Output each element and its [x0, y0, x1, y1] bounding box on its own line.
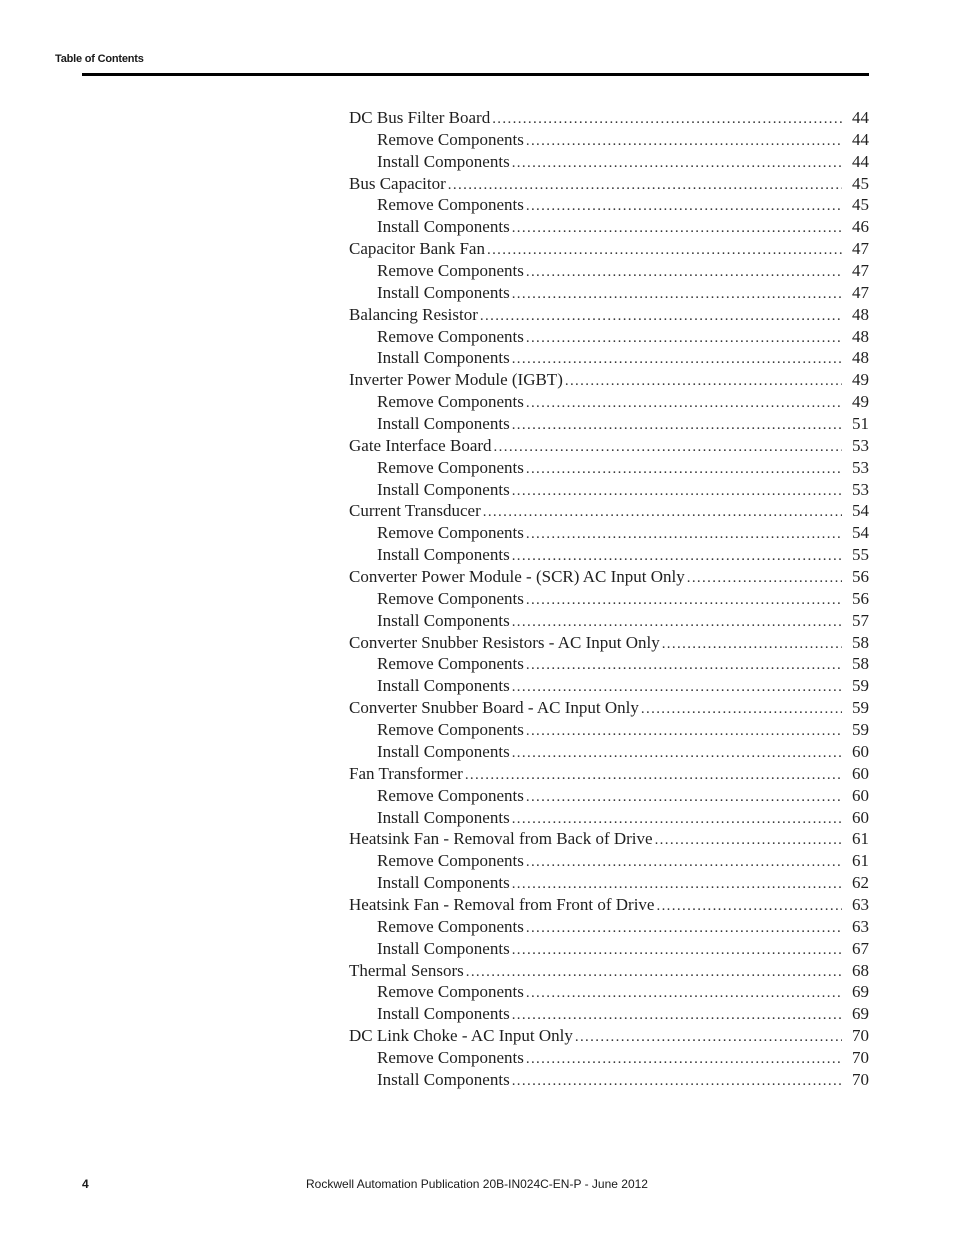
toc-entry-page: 68 — [852, 960, 869, 980]
toc-entry-page: 53 — [852, 435, 869, 455]
toc-entry-title: Remove Components — [377, 195, 524, 215]
toc-entry-page: 45 — [852, 173, 869, 193]
toc-entry-page: 63 — [852, 894, 869, 914]
dot-leader — [512, 1071, 842, 1091]
toc-entry-page: 60 — [852, 785, 869, 805]
toc-entry[interactable] — [349, 304, 869, 326]
dot-leader — [641, 699, 842, 719]
toc-entry-page: 54 — [852, 523, 869, 543]
toc-entry-title: Remove Components — [377, 457, 524, 477]
toc-entry[interactable] — [349, 107, 869, 129]
dot-leader — [512, 546, 842, 566]
toc-subentry[interactable] — [349, 260, 869, 282]
toc-subentry[interactable] — [349, 785, 869, 807]
toc-entry-title: Install Components — [377, 938, 510, 958]
toc-entry-page: 59 — [852, 676, 869, 696]
toc-subentry[interactable] — [349, 916, 869, 938]
toc-entry-page: 60 — [852, 741, 869, 761]
toc-subentry[interactable] — [349, 413, 869, 435]
toc-entry-page: 48 — [852, 348, 869, 368]
toc-entry-title: Current Transducer — [349, 501, 481, 521]
toc-entry-page: 54 — [852, 501, 869, 521]
dot-leader — [687, 568, 842, 588]
toc-entry-page: 61 — [852, 829, 869, 849]
toc-entry-title: Heatsink Fan - Removal from Back of Drive — [349, 829, 653, 849]
toc-entry-title: Install Components — [377, 807, 510, 827]
dot-leader — [487, 240, 842, 260]
toc-entry[interactable] — [349, 238, 869, 260]
toc-entry-title: Remove Components — [377, 392, 524, 412]
toc-subentry[interactable] — [349, 129, 869, 151]
toc-entry-title: Install Components — [377, 873, 510, 893]
toc-entry-page: 44 — [852, 151, 869, 171]
toc-entry-page: 49 — [852, 370, 869, 390]
dot-leader — [512, 940, 842, 960]
toc-entry-title: Converter Power Module - (SCR) AC Input Only — [349, 567, 685, 587]
toc-subentry[interactable] — [349, 675, 869, 697]
toc-entry[interactable] — [349, 173, 869, 195]
toc-entry-title: Remove Components — [377, 588, 524, 608]
dot-leader — [575, 1027, 842, 1047]
toc-subentry[interactable] — [349, 981, 869, 1003]
toc-entry[interactable] — [349, 435, 869, 457]
toc-entry-title: Install Components — [377, 151, 510, 171]
toc-entry-page: 58 — [852, 632, 869, 652]
toc-entry-page: 44 — [852, 129, 869, 149]
toc-entry-title: Remove Components — [377, 785, 524, 805]
toc-entry-title: Install Components — [377, 610, 510, 630]
footer-publication-wrapper — [0, 1177, 954, 1191]
toc-entry-title: Install Components — [377, 545, 510, 565]
toc-entry-page: 58 — [852, 654, 869, 674]
toc-entry-page: 67 — [852, 938, 869, 958]
dot-leader — [512, 218, 842, 238]
dot-leader — [512, 743, 842, 763]
toc-subentry[interactable] — [349, 807, 869, 829]
toc-subentry[interactable] — [349, 610, 869, 632]
header-divider — [82, 73, 869, 76]
dot-leader — [526, 918, 842, 938]
dot-leader — [448, 175, 842, 195]
dot-leader — [512, 677, 842, 697]
dot-leader — [512, 415, 842, 435]
toc-entry[interactable] — [349, 500, 869, 522]
toc-entry-page: 70 — [852, 1047, 869, 1067]
toc-entry[interactable] — [349, 632, 869, 654]
dot-leader — [526, 196, 842, 216]
dot-leader — [512, 809, 842, 829]
toc-entry-title: Install Components — [377, 741, 510, 761]
toc-entry-title: DC Link Choke - AC Input Only — [349, 1026, 573, 1046]
toc-entry-page: 47 — [852, 282, 869, 302]
toc-entry-page: 53 — [852, 457, 869, 477]
toc-entry-page: 61 — [852, 851, 869, 871]
dot-leader — [655, 830, 842, 850]
toc-entry-page: 51 — [852, 414, 869, 434]
toc-subentry[interactable] — [349, 1069, 869, 1091]
toc-entry-title: Balancing Resistor — [349, 304, 478, 324]
toc-entry-page: 62 — [852, 873, 869, 893]
toc-entry-page: 60 — [852, 763, 869, 783]
dot-leader — [526, 262, 842, 282]
dot-leader — [526, 590, 842, 610]
toc-entry-title: Remove Components — [377, 326, 524, 346]
dot-leader — [526, 852, 842, 872]
toc-entry-title: Install Components — [377, 676, 510, 696]
toc-subentry[interactable] — [349, 1003, 869, 1025]
dot-leader — [512, 153, 842, 173]
toc-entry-title: Remove Components — [377, 261, 524, 281]
toc-entry-title: DC Bus Filter Board — [349, 108, 491, 127]
dot-leader — [512, 612, 842, 632]
toc-entry-page: 48 — [852, 304, 869, 324]
toc-entry-title: Bus Capacitor — [349, 173, 446, 193]
toc-entry-page: 70 — [852, 1069, 869, 1089]
dot-leader — [526, 393, 842, 413]
toc-entry-title: Install Components — [377, 414, 510, 434]
dot-leader — [483, 502, 842, 522]
toc-entry-page: 47 — [852, 239, 869, 259]
dot-leader — [526, 524, 842, 544]
toc-subentry[interactable] — [349, 588, 869, 610]
dot-leader — [512, 349, 842, 369]
toc-entry-page: 53 — [852, 479, 869, 499]
toc-subentry[interactable] — [349, 653, 869, 675]
toc-entry-page: 48 — [852, 326, 869, 346]
toc-entry-title: Remove Components — [377, 129, 524, 149]
toc-entry-page: 46 — [852, 217, 869, 237]
toc-subentry[interactable] — [349, 938, 869, 960]
toc-subentry[interactable] — [349, 872, 869, 894]
toc-subentry[interactable] — [349, 216, 869, 238]
toc-entry-page: 60 — [852, 807, 869, 827]
toc-entry-title: Remove Components — [377, 523, 524, 543]
dot-leader — [512, 481, 842, 501]
toc-entry-title: Remove Components — [377, 720, 524, 740]
toc-entry-page: 45 — [852, 195, 869, 215]
dot-leader — [492, 109, 842, 129]
toc-subentry[interactable] — [349, 457, 869, 479]
toc-subentry[interactable] — [349, 194, 869, 216]
toc-entry-page: 59 — [852, 698, 869, 718]
toc-entry-page: 59 — [852, 720, 869, 740]
toc-subentry[interactable] — [349, 741, 869, 763]
dot-leader — [662, 634, 842, 654]
toc-entry-title: Install Components — [377, 282, 510, 302]
toc-entry-page: 47 — [852, 261, 869, 281]
toc-entry-title: Converter Snubber Board - AC Input Only — [349, 698, 639, 718]
toc-entry-page: 56 — [852, 588, 869, 608]
toc-entry-title: Capacitor Bank Fan — [349, 239, 485, 259]
toc-subentry[interactable] — [349, 1047, 869, 1069]
toc-entry-title: Remove Components — [377, 982, 524, 1002]
toc-entry-title: Inverter Power Module (IGBT) — [349, 370, 563, 390]
toc-subentry[interactable] — [349, 282, 869, 304]
toc-entry-title: Heatsink Fan - Removal from Front of Drive — [349, 894, 655, 914]
dot-leader — [480, 306, 842, 326]
toc-entry-title: Remove Components — [377, 916, 524, 936]
toc-entry[interactable] — [349, 763, 869, 785]
toc-entry[interactable] — [349, 894, 869, 916]
toc-entry-page: 70 — [852, 1026, 869, 1046]
toc-entry-title: Fan Transformer — [349, 763, 463, 783]
dot-leader — [494, 437, 842, 457]
dot-leader — [466, 962, 842, 982]
dot-leader — [512, 874, 842, 894]
toc-entry-title: Install Components — [377, 1069, 510, 1089]
toc-entry[interactable] — [349, 369, 869, 391]
toc-subentry[interactable] — [349, 326, 869, 348]
table-of-contents — [349, 107, 869, 1091]
toc-entry-title: Install Components — [377, 1004, 510, 1024]
dot-leader — [526, 1049, 842, 1069]
toc-entry-page: 63 — [852, 916, 869, 936]
page-number: 4 — [82, 1177, 89, 1191]
toc-subentry[interactable] — [349, 522, 869, 544]
page-header-title: Table of Contents — [55, 53, 144, 65]
dot-leader — [526, 721, 842, 741]
dot-leader — [512, 1005, 842, 1025]
toc-subentry[interactable] — [349, 347, 869, 369]
toc-entry-title: Remove Components — [377, 1047, 524, 1067]
toc-entry-title: Install Components — [377, 348, 510, 368]
toc-entry-page: 49 — [852, 392, 869, 412]
toc-subentry[interactable] — [349, 544, 869, 566]
toc-entry-title: Remove Components — [377, 851, 524, 871]
toc-entry-page: 55 — [852, 545, 869, 565]
dot-leader — [565, 371, 842, 391]
dot-leader — [526, 328, 842, 348]
toc-entry[interactable] — [349, 828, 869, 850]
dot-leader — [656, 896, 842, 916]
toc-entry-title: Thermal Sensors — [349, 960, 464, 980]
dot-leader — [526, 655, 842, 675]
footer-publication: Rockwell Automation Publication 20B-IN024C-EN-P - June 2012 — [306, 1177, 648, 1191]
toc-entry[interactable] — [349, 960, 869, 982]
toc-entry-page: 57 — [852, 610, 869, 630]
toc-subentry[interactable] — [349, 391, 869, 413]
toc-entry-title: Install Components — [377, 479, 510, 499]
toc-entry-title: Install Components — [377, 217, 510, 237]
dot-leader — [512, 284, 842, 304]
toc-entry-title: Gate Interface Board — [349, 435, 492, 455]
dot-leader — [526, 459, 842, 479]
dot-leader — [526, 131, 842, 151]
toc-entry[interactable] — [349, 1025, 869, 1047]
toc-entry[interactable] — [349, 566, 869, 588]
dot-leader — [526, 787, 842, 807]
toc-entry-title: Remove Components — [377, 654, 524, 674]
toc-entry-page: 69 — [852, 982, 869, 1002]
toc-entry-page: 69 — [852, 1004, 869, 1024]
toc-entry-title: Converter Snubber Resistors - AC Input Only — [349, 632, 660, 652]
toc-entry-page: 44 — [852, 108, 869, 127]
toc-entry-page: 56 — [852, 567, 869, 587]
dot-leader — [526, 983, 842, 1003]
toc-subentry[interactable] — [349, 151, 869, 173]
toc-subentry[interactable] — [349, 479, 869, 501]
toc-entry[interactable] — [349, 697, 869, 719]
toc-subentry[interactable] — [349, 850, 869, 872]
toc-subentry[interactable] — [349, 719, 869, 741]
dot-leader — [465, 765, 842, 785]
